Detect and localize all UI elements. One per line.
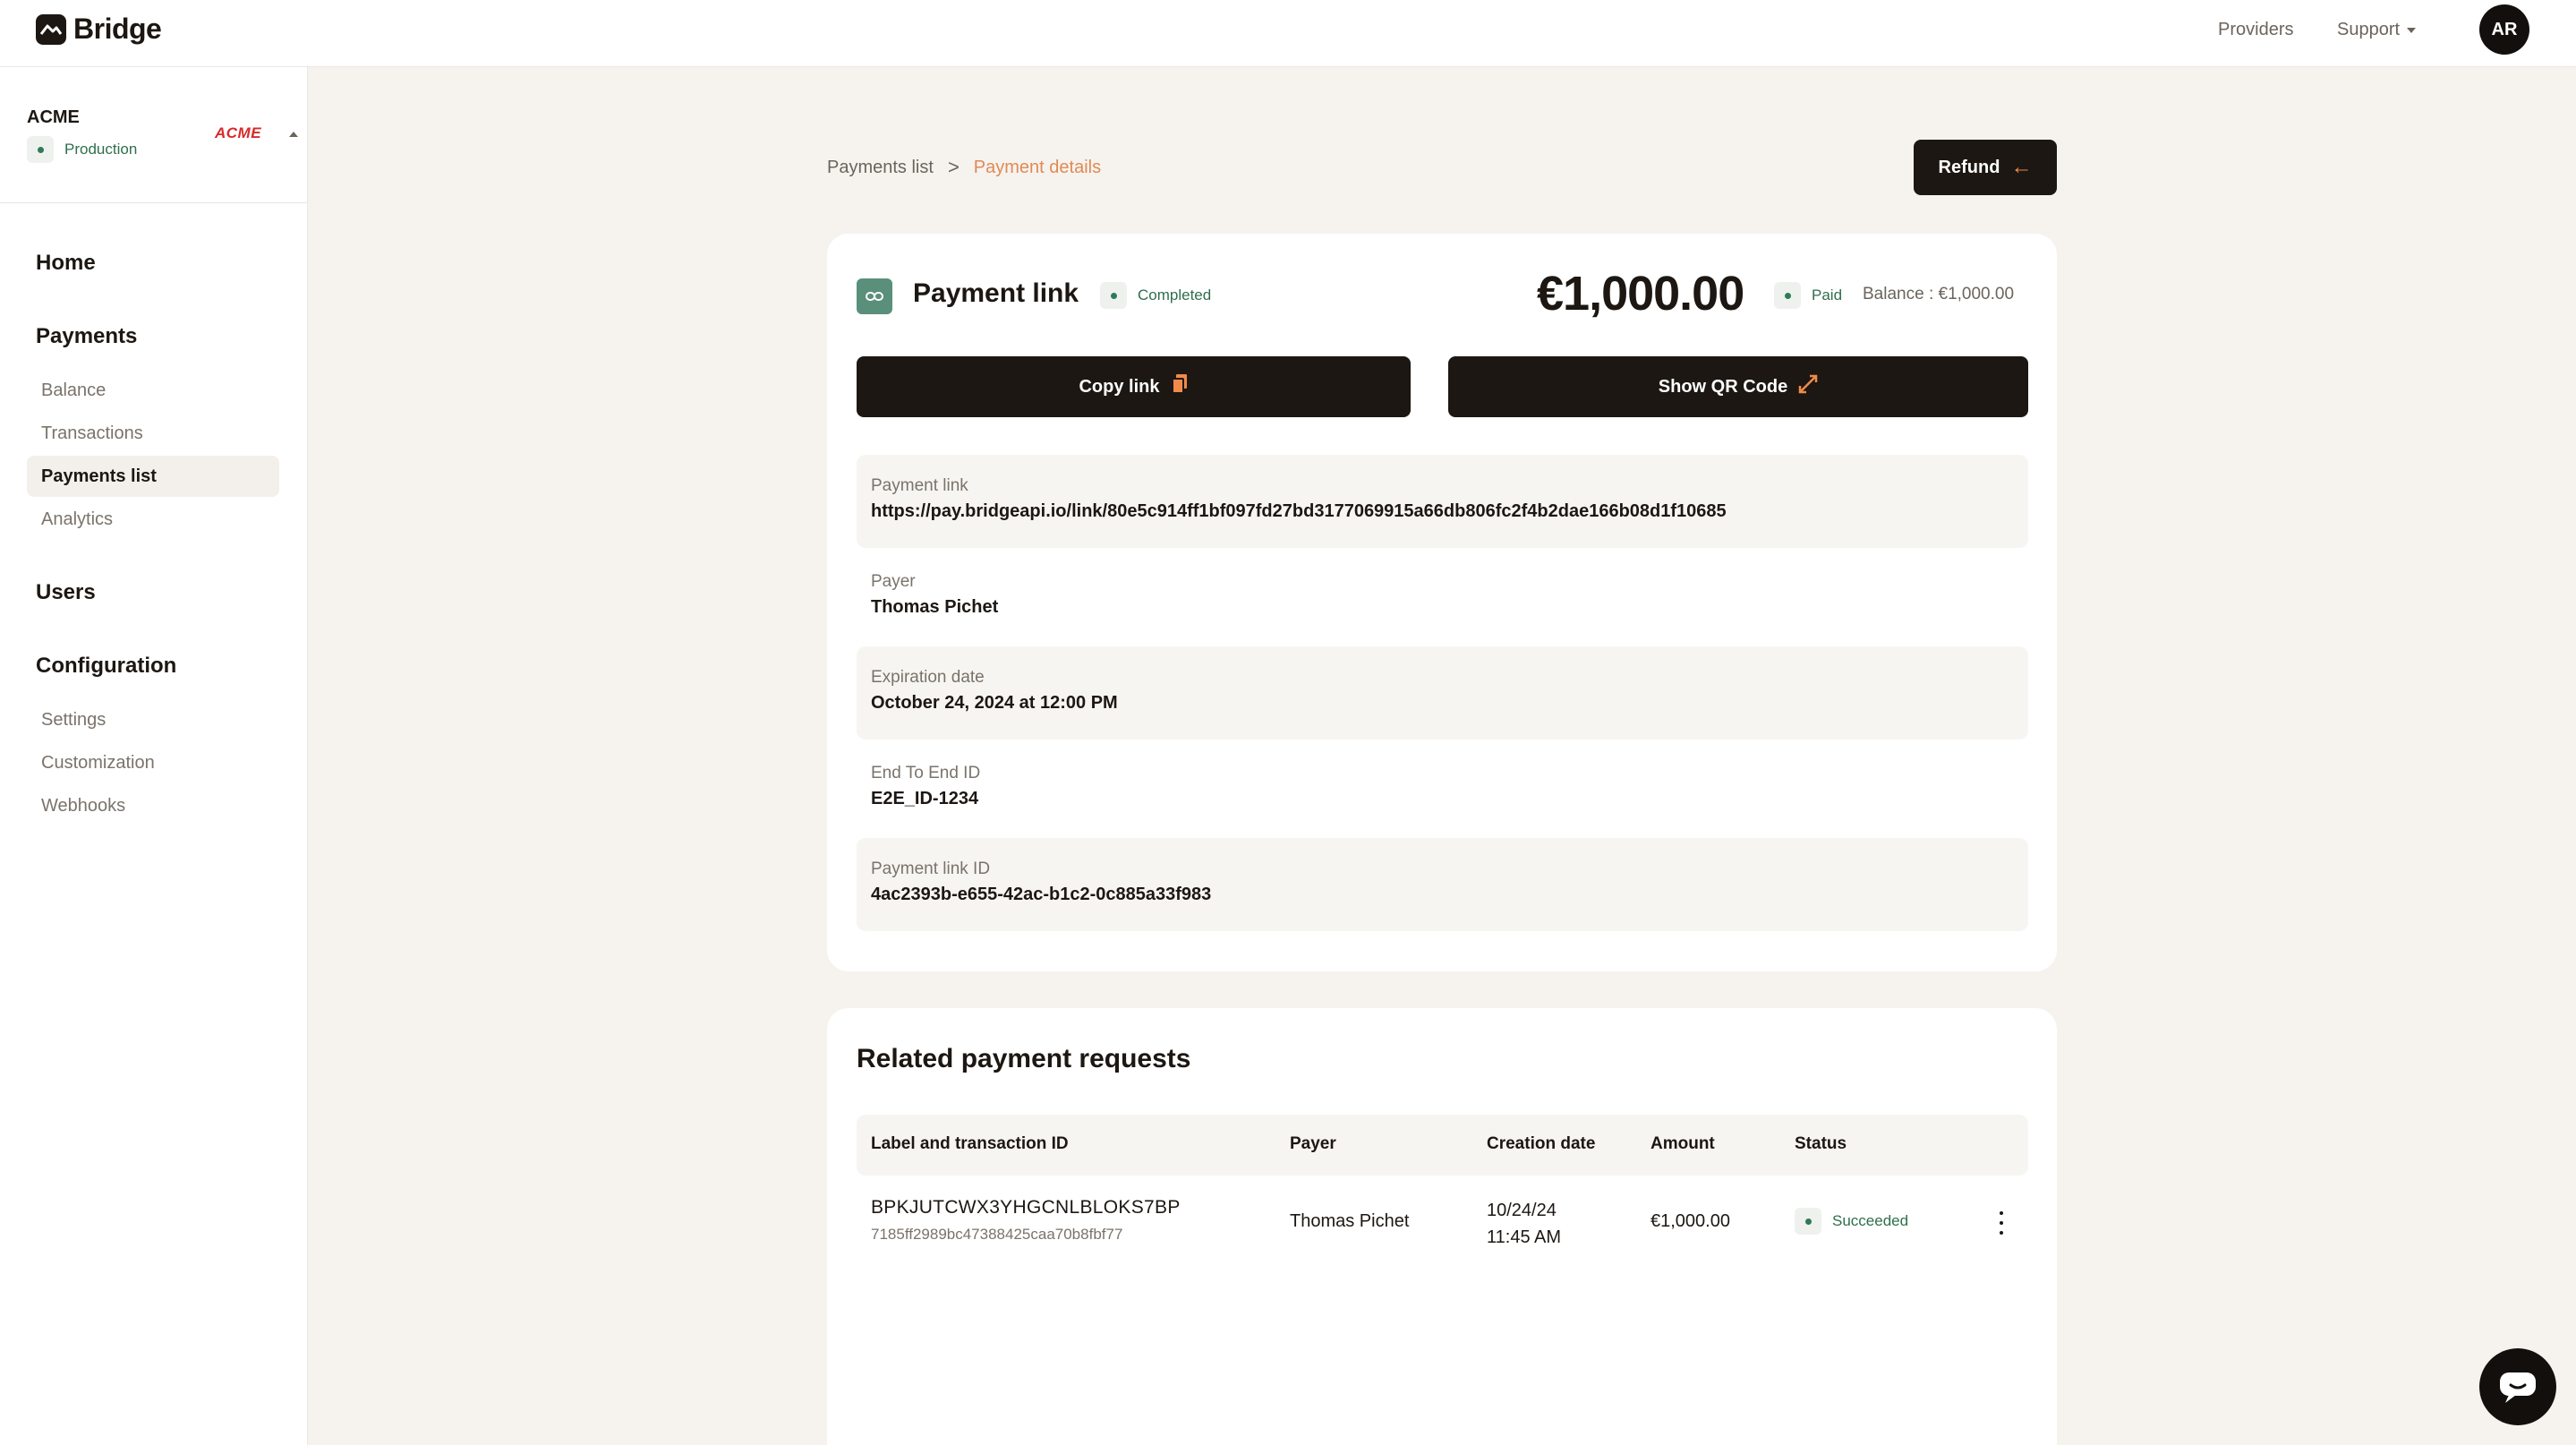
environment-label: Production	[64, 141, 138, 158]
nav-payments[interactable]: Payments	[36, 324, 138, 348]
related-title: Related payment requests	[857, 1044, 1191, 1073]
refund-label: Refund	[1938, 157, 2000, 177]
field-payment-link-id	[857, 838, 2028, 931]
refund-button[interactable]	[1914, 140, 2057, 195]
nav-configuration[interactable]: Configuration	[36, 654, 177, 678]
field-label: Payer	[871, 572, 916, 591]
environment-badge	[27, 136, 137, 163]
balance-text: Balance : €1,000.00	[1863, 285, 2015, 304]
field-label: Expiration date	[871, 668, 985, 687]
bridge-logo-icon	[36, 14, 66, 45]
breadcrumb	[827, 156, 1101, 179]
breadcrumb-separator: >	[947, 156, 960, 178]
field-value: Thomas Pichet	[871, 597, 999, 617]
column-creation-date: Creation date	[1487, 1134, 1596, 1153]
show-qr-code-button[interactable]	[1448, 356, 2028, 417]
sidebar-item-balance[interactable]: Balance	[41, 380, 107, 400]
field-value: E2E_ID-1234	[871, 789, 979, 808]
link-icon	[857, 278, 892, 314]
status-dot-icon	[27, 136, 54, 163]
org-logo: ACME	[215, 124, 262, 141]
related-payments-card	[827, 1008, 2057, 1445]
breadcrumb-current: Payment details	[973, 157, 1102, 177]
column-payer: Payer	[1290, 1134, 1336, 1153]
table-header	[857, 1115, 2028, 1176]
row-creation-date	[1487, 1197, 1561, 1251]
sidebar	[0, 67, 308, 1445]
column-amount: Amount	[1651, 1134, 1715, 1153]
breadcrumb-payments-list[interactable]: Payments list	[827, 157, 934, 177]
brand-name: Bridge	[73, 13, 162, 45]
status-dot-icon	[1774, 282, 1801, 309]
avatar[interactable]: AR	[2479, 4, 2529, 55]
more-options-icon[interactable]	[1992, 1210, 2010, 1236]
field-label: Payment link	[871, 476, 968, 495]
nav-home[interactable]: Home	[36, 251, 96, 275]
copy-link-button[interactable]	[857, 356, 1411, 417]
status-badge	[1795, 1208, 1908, 1235]
status-dot-icon	[1100, 282, 1127, 309]
sidebar-item-analytics[interactable]: Analytics	[41, 509, 114, 529]
paid-label: Paid	[1812, 286, 1843, 304]
providers-link[interactable]: Providers	[2218, 20, 2294, 39]
org-switcher[interactable]	[0, 67, 308, 203]
paid-badge	[1774, 282, 1842, 309]
row-time: 11:45 AM	[1487, 1227, 1562, 1247]
arrow-left-icon: ←	[2010, 155, 2033, 179]
org-name: ACME	[27, 107, 80, 127]
field-value: 4ac2393b-e655-42ac-b1c2-0c885a33f983	[871, 885, 1212, 904]
column-status: Status	[1795, 1134, 1847, 1153]
support-label: Support	[2337, 20, 2401, 39]
chevron-down-icon	[2407, 28, 2416, 33]
expand-icon	[1798, 374, 1818, 399]
row-date: 10/24/24	[1487, 1201, 1557, 1220]
payment-title: Payment link	[913, 278, 1079, 308]
payment-amount: €1,000.00	[1537, 267, 1744, 321]
chat-bubble-icon	[2498, 1369, 2538, 1405]
payment-details-card	[827, 234, 2057, 971]
column-label: Label and transaction ID	[871, 1134, 1069, 1153]
row-status: Succeeded	[1832, 1212, 1909, 1229]
field-label: End To End ID	[871, 764, 981, 782]
status-dot-icon	[1795, 1208, 1821, 1235]
chevron-up-icon[interactable]	[289, 132, 298, 137]
field-payment-link	[857, 455, 2028, 548]
field-end-to-end-id	[857, 742, 2028, 835]
field-value: https://pay.bridgeapi.io/link/80e5c914ff1bf097fd27bd3177069915a66db806fc2f4b2dae166b08d1f10685	[871, 501, 1727, 521]
chat-button[interactable]	[2479, 1348, 2556, 1425]
row-transaction-id: 7185ff2989bc47388425caa70b8fbf77	[871, 1226, 1123, 1243]
brand-logo[interactable]	[36, 13, 161, 46]
row-amount: €1,000.00	[1651, 1211, 1730, 1231]
sidebar-item-transactions[interactable]: Transactions	[41, 423, 143, 443]
support-menu[interactable]	[2337, 20, 2416, 40]
field-value: October 24, 2024 at 12:00 PM	[871, 693, 1118, 713]
table-row[interactable]	[857, 1176, 2028, 1274]
sidebar-item-webhooks[interactable]: Webhooks	[41, 795, 126, 816]
field-expiration-date	[857, 646, 2028, 740]
status-badge	[1100, 282, 1211, 309]
sidebar-item-settings[interactable]: Settings	[41, 709, 107, 730]
field-label: Payment link ID	[871, 859, 991, 878]
row-payer: Thomas Pichet	[1290, 1211, 1410, 1231]
top-bar	[0, 0, 2576, 67]
sidebar-item-customization[interactable]: Customization	[41, 752, 155, 773]
copy-link-label: Copy link	[1079, 376, 1160, 397]
show-qr-label: Show QR Code	[1658, 376, 1788, 397]
row-label: BPKJUTCWX3YHGCNLBLOKS7BP	[871, 1197, 1181, 1218]
field-payer	[857, 551, 2028, 644]
status-label: Completed	[1138, 286, 1212, 304]
sidebar-item-payments-list[interactable]: Payments list	[27, 456, 279, 497]
nav-users[interactable]: Users	[36, 580, 96, 604]
copy-icon	[1171, 373, 1189, 400]
